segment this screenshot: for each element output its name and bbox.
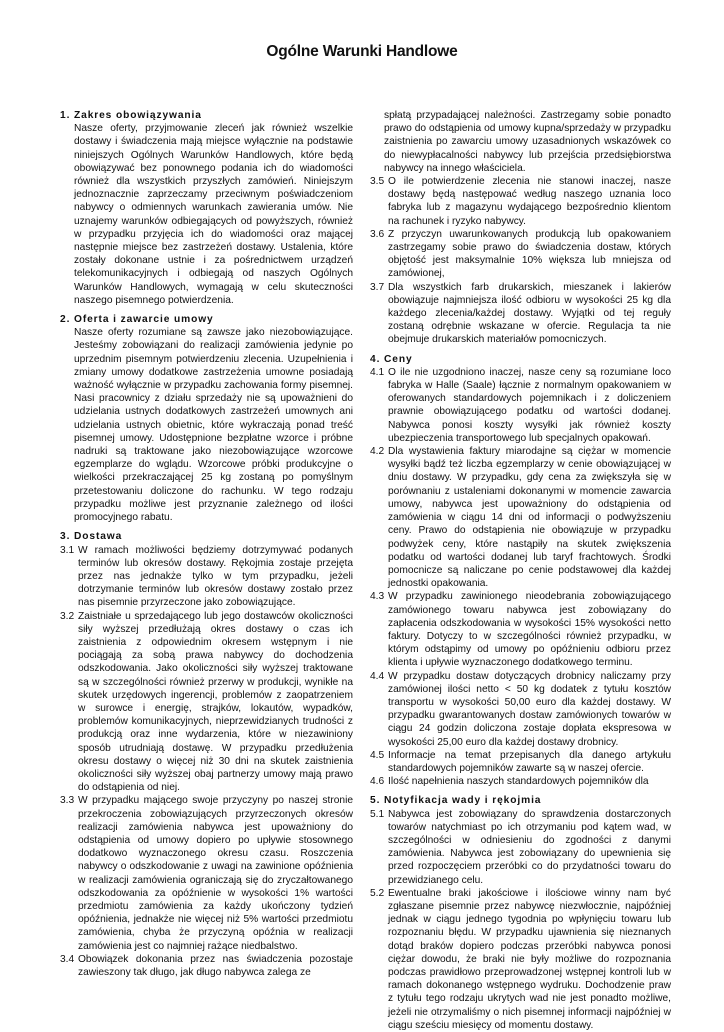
clause xyxy=(60,610,353,795)
section-title: Dostawa xyxy=(74,531,123,543)
clause-number: 3.4 xyxy=(60,953,75,965)
clause-text: Informacje na temat przepisanych dla danego artykułu standardowych pojemników zawarte są w naszej ofercie. xyxy=(388,749,671,774)
clause-number: 5.2 xyxy=(370,887,385,899)
section-title: Zakres obowiązywania xyxy=(74,110,202,121)
section-title: Ceny xyxy=(384,353,413,365)
clause xyxy=(370,808,671,887)
clause-text: W ramach możliwości będziemy dotrzymywać podanych terminów lub okresów dostawy. Rękojmia zostaje przejęta przez nas jednakże tylko w tym przypadku, jeżeli dotrzymanie terminów lub okresów dostawy zostało przez nas pisemnie przyrzeczone jako zobowiązujące. xyxy=(78,544,353,609)
clause xyxy=(60,544,353,610)
paragraph: Nasze oferty rozumiane są zawsze jako niezobowiązujące. Jesteśmy zobowiązani do realizacji zamówienia jedynie po uprzednim pisemnym potwierdzeniu zlecenia. Uzupełnienia i zmiany umowy dodatkowe zastrzeżenia umowne posiadają ważność wyłącznie w przypadku zachowania formy pisemnej. Nasi pracownicy z działu sprzedaży nie są upoważnieni do udzielania ustnych dodatkowych zastrzeżeń umownych ani udzielania ustnych obietnic, które wykraczają ponad treść pisemnej umowy. Udostępnione bezpłatne wzorce i próbne nadruki są traktowane jako niezobowiązujące wzorcowe egzemplarze do wglądu. Wzorcowe próbki produkcyjne o wielkości przekraczającej 25 kg zostaną po pomyślnym przetestowaniu doliczone do rachunku. W tego rodzaju przypadku możliwe jest przyznanie zależnego od ilości promocyjnego rabatu. xyxy=(74,327,353,524)
section-number: 4. xyxy=(370,353,381,365)
section-number: 5. xyxy=(370,795,381,807)
section-heading xyxy=(60,313,353,326)
paragraph: spłatą przypadającej należności. Zastrzegamy sobie ponadto prawo do odstąpienia od umowy kupna/sprzedaży w przypadku zaistnienia po zawarciu umowy uzasadnionych wskazówek co do niewypłacalności nabywcy lub przejścia przedsiębiorstwa nabywcy na innego właściciela. xyxy=(384,110,671,174)
right-column xyxy=(370,109,671,1032)
clause-text: Ewentualne braki jakościowe i ilościowe winny nam być zgłaszane pisemnie przez nabywcę niezwłocznie, najpóźniej jednak w ciągu jednego tygodnia po wpłynięciu towaru lub rozpoznaniu błędu. W przypadku ujawnienia się nieznanych dotąd braków dopiero podczas przeróbki nabywca ponosi ciężar dowodu, że braki nie były możliwe do rozpoznania podczas prawidłowo przeprowadzonej wstępnej kontroli lub w ramach dokonanego wstępnego wydruku. Dochodzenie praw z tytułu tego rodzaju ukrytych wad nie jest ponadto możliwe, jeżeli nie otrzymaliśmy o nich pisemnej informacji najpóźniej w ciągu sześciu miesięcy od momentu dostawy. xyxy=(388,887,671,1031)
clause-text: Nabywca jest zobowiązany do sprawdzenia dostarczonych towarów natychmiast po ich otrzymaniu pod kątem wad, w szczególności w odniesieniu do zgodności z danymi zamówienia. Nabywca jest zobowiązany do upewnienia się przed rozpoczęciem przeróbki co do przydatności towaru do przewidzianego celu. xyxy=(388,808,671,886)
clause-number: 3.7 xyxy=(370,281,385,293)
clause xyxy=(370,366,671,445)
clause-text: Dla wszystkich farb drukarskich, mieszanek i lakierów obowiązuje najmniejsza ilość odbioru w wysokości 25 kg dla każdego zlecenia/każdej dostawy. Wyjątki od tej reguły zostaną odrębnie wskazane w ofercie. Regulacja ta nie obejmuje drukarskich materiałów pomocniczych. xyxy=(388,281,671,346)
clause-number: 4.6 xyxy=(370,776,385,788)
clause xyxy=(370,775,671,788)
section-number: 2. xyxy=(60,314,71,326)
clause-text: W przypadku zawinionego nieodebrania zobowiązującego zamówionego towaru nabywca jest zobowiązany do zapłacenia odszkodowania w wysokości 15% wysokości netto faktury. Dotyczy to w szczególności również przypadku, w którym odstąpimy od umowy po opóźnieniu odbioru przez klienta i upływie wyznaczonego dodatkowego terminu. xyxy=(388,591,671,669)
clause-text: W przypadku dostaw dotyczących drobnicy naliczamy przy zamówionej ilości netto < 50 kg dodatek z tytułu kosztów transportu w wysokości 50,00 euro dla każdej dostawy. W przypadku gwarantowanych dostaw zamówionych towarów w ciągu 24 godzin doliczona zostaje dopłata ekspresowa w wysokości 25,00 euro dla każdej dostawy drobnicy. xyxy=(388,670,671,748)
clause-text: O ile nie uzgodniono inaczej, nasze ceny są rozumiane loco fabryka w Halle (Saale) łącznie z normalnym opakowaniem w oferowanych standardowych pojemnikach i z doliczeniem prawnie obowiązującego podatku od wartości dodanej. Nabywca ponosi koszty wysyłki jak również koszty ubezpieczenia transportowego lub specjalnych opakowań. xyxy=(388,366,671,444)
clause-number: 3.5 xyxy=(370,176,385,188)
clause xyxy=(370,445,671,590)
clause-number: 3.3 xyxy=(60,795,75,807)
clause-text: Z przyczyn uwarunkowanych produkcją lub opakowaniem zastrzegamy sobie prawo do świadczenia dostaw, których objętość jest maksymalnie 10% większa lub mniejsza od zamówionej, xyxy=(388,228,671,280)
clause-text: Obowiązek dokonania przez nas świadczenia pozostaje zawieszony tak długo, jak długo nabywca zalega ze xyxy=(78,953,353,978)
section-title: Oferta i zawarcie umowy xyxy=(74,314,214,326)
clause xyxy=(60,794,353,952)
clause xyxy=(370,670,671,749)
section-heading xyxy=(370,353,671,366)
section-heading xyxy=(60,530,353,543)
clause-number: 5.1 xyxy=(370,808,385,820)
clause-number: 4.4 xyxy=(370,670,385,682)
section-heading xyxy=(60,109,353,122)
clause xyxy=(370,228,671,281)
section-number: 3. xyxy=(60,531,71,543)
clause-text: W przypadku mającego swoje przyczyny po naszej stronie przekroczenia zobowiązujących przyrzeczonych okresów realizacji zamówienia nabywca jest upoważniony do odstąpienia od umowy dopiero po upływie stosownego dodatkowo wyznaczonego okresu czasu. Roszczenia nabywcy o odszkodowanie z uwagi na zawinione opóźnienia w realizacji zamówienia ograniczają się do zryczałtowanego odszkodowania za opóźnienie w wysokości 1% wartości przedmiotu zamówienia za każdy ukończony tydzień opóźnienia, jednakże nie więcej niż 5% wartości przedmiotu zamówienia, chyba że przyczyną opóźnia w realizacji zamówienia jest co najmniej rażące niedbalstwo. xyxy=(78,795,353,952)
clause xyxy=(370,281,671,347)
clause-text: Zaistniałe u sprzedającego lub jego dostawców okoliczności siły wyższej przedłużają okres dostawy o czas ich zaistnienia z odpowiednim okresem wstępnym i nie pociągają za sobą prawa nabywcy do dochodzenia odszkodowania. Jako okoliczności siły wyższej traktowane są w szczególności również przerwy w produkcji, wynikłe na skutek urzędowych ingerencji, problemów z zaopatrzeniem w surowce i energię, strajków, lokautów, wypadków, problemów komunikacyjnych, nieprzewidzianych trudności z produkcją oraz inne wydarzenia, które w niezawiniony sposób utrudniają dostawę. W przypadku przedłużenia okresu dostawy o więcej niż 30 dni na skutek zaistnienia okoliczności siły wyższej obaj partnerzy umowy mają prawo do odstąpienia od niej. xyxy=(78,610,353,794)
clause-number: 3.1 xyxy=(60,544,75,556)
clause-number: 4.5 xyxy=(370,749,385,761)
clause-text: O ile potwierdzenie zlecenia nie stanowi inaczej, nasze dostawy będą następować według naszego uznania loco fabryka lub z magazynu wydającego bezpośrednio klientom na rachunek i ryzyko nabywcy. xyxy=(388,176,671,227)
clause-number: 4.1 xyxy=(370,366,385,378)
clause xyxy=(370,749,671,775)
clause xyxy=(60,953,353,979)
clause-number: 3.2 xyxy=(60,610,75,622)
clause-number: 4.2 xyxy=(370,446,385,458)
clause-text: Dla wystawienia faktury miarodajne są ciężar w momencie wysyłki bądź też liczba egzemplarzy w cenie obowiązującej w dniu dostawy. W przypadku, gdy cena za zwiększyła się w porównaniu z ustaleniami dokonanymi w momencie zawarcia umowy, nabywca jest upoważniony do odstąpienia od zamówienia w ciągu 14 dni od informacji o podwyższeniu ceny. Prawo do odstąpienia nie obowiązuje w przypadku podwyżek ceny, które nastąpiły na skutek zwiększenia podatku od wartości dodanej lub taryf frachtowych. Środki pomocnicze są naliczane po cenie podstawowej dla każdej jednostki opakowania. xyxy=(388,446,671,590)
section-heading xyxy=(370,794,671,807)
clause xyxy=(370,175,671,228)
left-column xyxy=(60,109,353,979)
clause-text: Ilość napełnienia naszych standardowych pojemników dla xyxy=(388,776,649,788)
document-title: Ogólne Warunki Handlowe xyxy=(266,43,458,60)
paragraph: Nasze oferty, przyjmowanie zleceń jak również wszelkie dostawy i świadczenia mają miejsce wyłącznie na podstawie niniejszych Ogólnych Warunków Handlowych, które będą obowiązywać bez ponownego podania ich do wiadomości również dla wszystkich przyszłych zamówień. Niniejszym jednoznacznie zaprzeczamy przeciwnym poświadczeniom nabywcy o odmiennych warunkach zawierania umów. Nie uznajemy warunków odbiegających od powyższych, również w przypadku przyjęcia ich do wiadomości oraz mającej następnie miejsce bez zastrzeżeń dostawy. Ustalenia, które zostały dokonane ustnie i za pośrednictwem urządzeń telekomunikacyjnych i odbiegają od naszych Ogólnych Warunków Handlowych, wymagają w celu skuteczności naszego pisemnego potwierdzenia. xyxy=(74,123,353,306)
clause-number: 3.6 xyxy=(370,228,385,240)
section-number: 1. xyxy=(60,110,71,121)
clause xyxy=(370,590,671,669)
section-title: Notyfikacja wady i rękojmia xyxy=(384,795,542,807)
clause-number: 4.3 xyxy=(370,591,385,603)
clause xyxy=(370,887,671,1032)
